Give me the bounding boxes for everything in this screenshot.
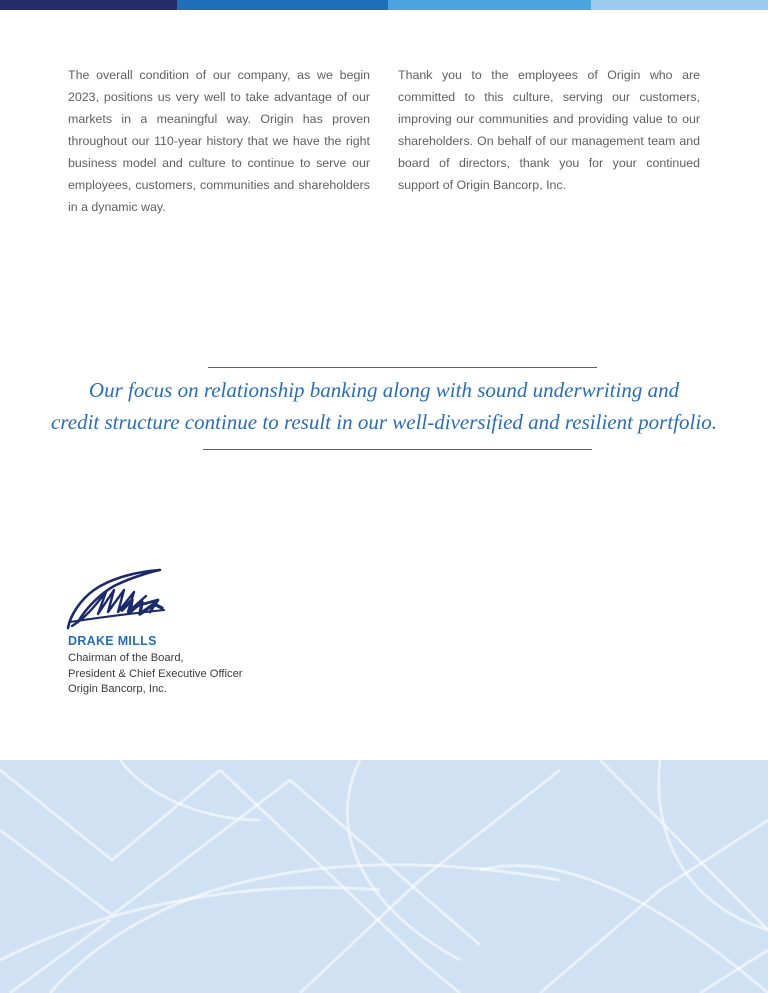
color-bar-segment-light (591, 0, 768, 10)
signatory-name: DRAKE MILLS (68, 634, 157, 648)
signatory-company: Origin Bancorp, Inc. (68, 683, 167, 695)
pull-quote (40, 374, 728, 438)
quote-divider-top (208, 367, 597, 368)
pull-quote-line-2: credit structure continue to result in our well-diversified and resilient portfolio. (51, 410, 717, 434)
color-bar-segment-navy (0, 0, 177, 10)
letter-paragraph-left: The overall condition of our company, as we begin 2023, positions us very well to take advantage of our markets in a meaningful way. Origin has proven throughout our 110-year history that we have the right business model and culture to continue to serve our employees, customers, communities and shareholders in a dynamic way. (68, 68, 370, 214)
pull-quote-line-1: Our focus on relationship banking along with sound underwriting and (88, 378, 680, 402)
signatory-title-line: Chairman of the Board, (68, 652, 184, 664)
decorative-background-pattern (0, 760, 768, 993)
color-bar-segment-sky (388, 0, 591, 10)
letter-paragraph-right: Thank you to the employees of Origin who are committed to this culture, serving our customers, improving our communities and providing value to our shareholders. On behalf of our management team and board of directors, thank you for your continued support of Origin Bancorp, Inc. (398, 68, 700, 192)
top-color-bar (0, 0, 768, 10)
signature-graphic (66, 566, 170, 630)
color-bar-segment-blue (177, 0, 388, 10)
signatory-title-line: President & Chief Executive Officer (68, 667, 243, 680)
signatory-titles (68, 651, 243, 698)
quote-divider-bottom (203, 449, 592, 450)
